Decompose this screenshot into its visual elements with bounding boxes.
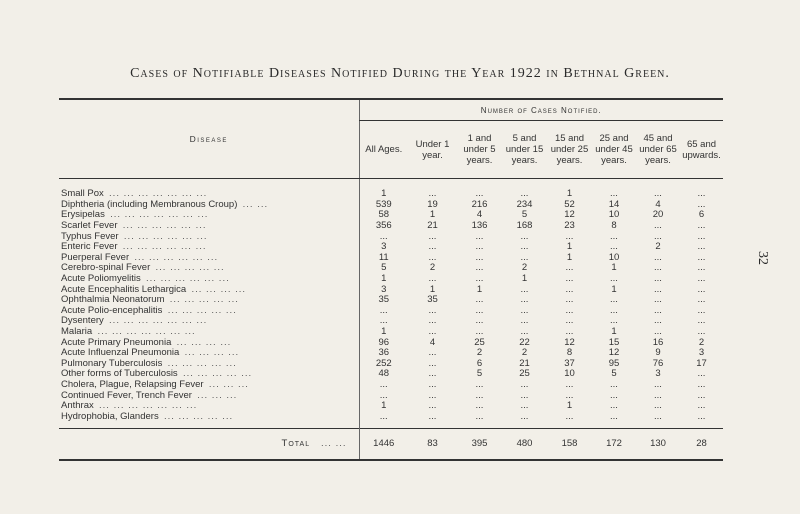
case-count-cell: 1 [566,241,573,253]
case-count-cell: ... [610,294,618,306]
case-count-cell: ... [475,294,484,306]
disease-name: Hydrophobia, Glanders ... ... ... ... ... [61,411,234,422]
case-count-cell: 3 [655,368,661,380]
disease-name: Other forms of Tuberculosis ... ... ... ... ... [61,369,253,380]
case-count-cell: ... [428,326,437,338]
table-row [59,390,723,401]
case-count-cell: 25 [474,336,485,348]
cases-group-header: Number of Cases Notified. [359,99,723,121]
case-count-cell: ... [610,230,618,242]
case-count-cell: ... [520,410,529,422]
case-count-cell: ... [565,273,574,285]
disease-name: Anthrax ... ... ... ... ... ... ... [61,400,198,412]
case-count-cell: ... [520,241,529,253]
table-row [59,253,723,264]
case-count-cell: ... [428,230,437,242]
case-count-cell: 5 [521,209,528,221]
case-count-cell: 58 [359,210,408,221]
table-row [59,348,723,359]
case-count-cell: 10 [564,368,575,380]
case-count-cell: ... [697,389,706,401]
disease-name: Diphtheria (including Membranous Croup) ... ... [61,199,269,210]
case-count-cell: ... [610,378,618,390]
case-count-cell: ... [654,220,662,232]
case-count-cell: 48 [359,369,408,380]
column-header: 15 and under 25 years. [547,121,592,179]
total-count-cell: 158 [547,429,592,461]
case-count-cell: 21 [427,220,438,232]
case-count-cell: 95 [608,357,620,369]
case-count-cell: 5 [359,263,408,274]
disease-name: Ophthalmia Neonatorum ... ... ... ... ... [61,294,239,306]
case-count-cell: ... [697,326,706,338]
column-header: 45 and under 65 years. [636,121,680,179]
case-count-cell: 216 [471,198,488,210]
case-count-cell: 10 [608,251,620,263]
case-count-cell: ... [428,347,437,359]
case-count-cell: ... [475,188,484,200]
case-count-cell: ... [654,251,662,263]
case-count-cell: 4 [429,336,436,348]
case-count-cell: ... [697,315,706,327]
total-count-cell: 480 [502,429,547,461]
case-count-cell: ... [520,251,529,263]
case-count-cell: ... [654,410,662,422]
case-count-cell: 539 [359,200,408,211]
case-count-cell: 1 [566,188,573,200]
case-count-cell: ... [565,294,574,306]
case-count-cell: ... [428,304,437,316]
case-count-cell: ... [654,283,662,295]
case-count-cell: 4 [476,209,483,221]
table-row [59,295,723,306]
case-count-cell: ... [520,400,529,412]
case-count-cell: 12 [564,209,575,221]
case-count-cell: ... [475,389,484,401]
case-count-cell: ... [359,306,408,317]
case-count-cell: 1 [359,274,408,285]
case-count-cell: ... [697,283,706,295]
case-count-cell: 1 [429,283,436,295]
case-count-cell: ... [520,378,529,390]
case-count-cell: 4 [655,198,661,210]
case-count-cell: ... [565,389,574,401]
table-row [59,380,723,391]
case-count-cell: ... [475,378,484,390]
case-count-cell: 2 [476,347,483,359]
disease-name: Small Pox ... ... ... ... ... ... ... [61,188,208,200]
case-count-cell: ... [359,390,408,401]
case-count-cell: 1 [429,209,436,221]
case-count-cell: ... [475,241,484,253]
case-count-cell: 1 [476,283,483,295]
case-count-cell: 1 [566,251,573,263]
case-count-cell: ... [697,378,706,390]
case-count-cell: ... [428,400,437,412]
case-count-cell: 35 [427,294,438,306]
case-count-cell: ... [654,326,662,338]
case-count-cell: 21 [519,357,530,369]
table-row [59,284,723,295]
case-count-cell: 22 [519,336,530,348]
case-count-cell: 37 [564,357,575,369]
case-count-cell: 168 [516,220,533,232]
case-count-cell: 12 [564,336,575,348]
case-count-cell: ... [428,378,437,390]
case-count-cell: ... [565,283,574,295]
disease-name: Malaria ... ... ... ... ... ... ... [61,326,196,338]
page-number: 32 [755,251,770,265]
case-count-cell: ... [359,231,408,242]
case-count-cell: 12 [608,347,620,359]
case-count-cell: ... [475,400,484,412]
case-count-cell: ... [475,262,484,274]
case-count-cell: 2 [429,262,436,274]
case-count-cell: 14 [608,198,620,210]
case-count-cell: ... [520,326,529,338]
case-count-cell: ... [697,188,706,200]
disease-name: Acute Influenzal Pneumonia ... ... ... ... [61,347,240,359]
case-count-cell: 356 [359,221,408,232]
case-count-cell: ... [697,273,706,285]
case-count-cell: ... [654,315,662,327]
case-count-cell: ... [475,304,484,316]
case-count-cell: 6 [476,357,483,369]
case-count-cell: 2 [521,262,528,274]
case-count-cell: ... [475,410,484,422]
case-count-cell: ... [654,230,662,242]
case-count-cell: 96 [359,337,408,348]
disease-name: Puerperal Fever ... ... ... ... ... ... [61,252,219,263]
table-row [59,369,723,380]
case-count-cell: ... [428,315,437,327]
case-count-cell: ... [654,389,662,401]
disease-name: Enteric Fever ... ... ... ... ... ... [61,241,207,253]
case-count-cell: 1 [359,179,408,200]
case-count-cell: 1 [611,283,617,295]
case-count-cell: ... [475,230,484,242]
case-count-cell: ... [654,188,662,200]
case-count-cell: ... [697,262,706,274]
case-count-cell: 19 [427,198,438,210]
case-count-cell: ... [359,411,408,428]
case-count-cell: ... [654,400,662,412]
case-count-cell: 3 [359,242,408,253]
case-count-cell: ... [697,230,706,242]
case-count-cell: ... [610,273,618,285]
column-header: 25 and under 45 years. [592,121,636,179]
disease-name: Erysipelas ... ... ... ... ... ... ... [61,210,209,221]
table-row [59,274,723,285]
disease-name: Acute Polio-encephalitis ... ... ... ... ... [61,305,237,316]
case-count-cell: 3 [698,347,705,359]
case-count-cell: ... [654,262,662,274]
case-count-cell: ... [610,400,618,412]
case-count-cell: ... [520,188,529,200]
case-count-cell: 9 [655,347,661,359]
total-count-cell: 83 [408,429,457,461]
column-header: Under 1 year. [408,121,457,179]
case-count-cell: 25 [519,368,530,380]
total-count-cell: 130 [636,429,680,461]
case-count-cell: 8 [611,220,617,232]
case-count-cell: 52 [564,198,575,210]
table-row [59,179,723,200]
case-count-cell: ... [475,315,484,327]
case-count-cell: ... [697,400,706,412]
case-count-cell: ... [697,198,706,210]
case-count-cell: 3 [359,284,408,295]
case-count-cell: 11 [359,253,408,264]
case-count-cell: ... [697,251,706,263]
case-count-cell: ... [520,389,529,401]
case-count-cell: 15 [608,336,620,348]
case-count-cell: ... [475,273,484,285]
case-count-cell: 1 [359,327,408,338]
case-count-cell: ... [697,241,706,253]
case-count-cell: 1 [359,401,408,412]
case-count-cell: 2 [655,241,661,253]
case-count-cell: ... [654,273,662,285]
disease-name: Scarlet Fever ... ... ... ... ... ... [61,220,207,232]
case-count-cell: 8 [566,347,573,359]
table-row [59,221,723,232]
case-count-cell: ... [610,188,618,200]
case-count-cell: ... [428,241,437,253]
case-count-cell: 36 [359,348,408,359]
case-count-cell: 5 [611,368,617,380]
case-count-cell: ... [654,304,662,316]
case-count-cell: ... [565,230,574,242]
case-count-cell: 23 [564,220,575,232]
case-count-cell: 16 [652,336,664,348]
disease-name: Continued Fever, Trench Fever ... ... ... [61,390,238,401]
case-count-cell: ... [610,315,618,327]
case-count-cell: ... [520,283,529,295]
case-count-cell: ... [520,230,529,242]
case-count-cell: 1 [521,273,528,285]
disease-name: Pulmonary Tuberculosis ... ... ... ... ... [61,358,237,369]
case-count-cell: 1 [611,262,617,274]
case-count-cell: ... [428,251,437,263]
case-count-cell: 234 [516,198,533,210]
case-count-cell: ... [428,357,437,369]
notifiable-diseases-table [59,98,723,461]
case-count-cell: 1 [566,400,573,412]
case-count-cell: ... [565,326,574,338]
case-count-cell: ... [520,315,529,327]
case-count-cell: ... [610,304,618,316]
case-count-cell: ... [475,251,484,263]
case-count-cell: ... [475,326,484,338]
disease-header: Disease [59,99,359,179]
case-count-cell: ... [428,273,437,285]
case-count-cell: 2 [521,347,528,359]
disease-name: Cholera, Plague, Relapsing Fever ... ... ... [61,379,249,390]
case-count-cell: ... [359,316,408,327]
table-row [59,263,723,274]
case-count-cell: ... [359,380,408,391]
total-count-cell: 172 [592,429,636,461]
case-count-cell: ... [428,410,437,422]
column-header: 5 and under 15 years. [502,121,547,179]
case-count-cell: 6 [698,209,705,221]
table-row [59,200,723,211]
case-count-cell: ... [697,304,706,316]
column-header: 1 and under 5 years. [457,121,502,179]
case-count-cell: ... [520,304,529,316]
table-row [59,411,723,428]
total-count-cell: 395 [457,429,502,461]
case-count-cell: 2 [698,336,705,348]
case-count-cell: 5 [476,368,483,380]
case-count-cell: 1 [611,326,617,338]
disease-name: Acute Encephalitis Lethargica ... ... ... ... [61,284,247,295]
case-count-cell: ... [428,188,437,200]
table-row [59,337,723,348]
case-count-cell: 35 [359,295,408,306]
column-header: 65 and upwards. [680,121,723,179]
case-count-cell: ... [428,368,437,380]
column-header: All Ages. [359,121,408,179]
table-row [59,327,723,338]
case-count-cell: ... [610,410,618,422]
table-row [59,306,723,317]
case-count-cell: ... [565,378,574,390]
case-count-cell: ... [697,220,706,232]
case-count-cell: ... [697,368,706,380]
case-count-cell: 136 [471,220,488,232]
case-count-cell: ... [565,304,574,316]
disease-name: Typhus Fever ... ... ... ... ... ... [61,231,208,242]
case-count-cell: ... [654,378,662,390]
case-count-cell: 76 [652,357,664,369]
case-count-cell: 17 [696,357,707,369]
case-count-cell: ... [428,389,437,401]
case-count-cell: ... [654,294,662,306]
case-count-cell: ... [697,410,706,422]
case-count-cell: ... [610,389,618,401]
case-count-cell: ... [565,410,574,422]
table-row [59,231,723,242]
case-count-cell: 252 [359,359,408,370]
case-count-cell: ... [697,294,706,306]
disease-name: Acute Primary Pneumonia ... ... ... ... [61,337,232,348]
total-count-cell: 1446 [359,429,408,461]
page-title: Cases of Notifiable Diseases Notified During the Year 1922 in Bethnal Green. [130,66,670,81]
total-count-cell: 28 [680,429,723,461]
disease-name: Cerebro-spinal Fever ... ... ... ... ... [61,263,225,274]
total-label: Total ... ... [59,429,359,461]
case-count-cell: ... [565,262,574,274]
case-count-cell: ... [520,294,529,306]
disease-name: Dysentery ... ... ... ... ... ... ... [61,316,208,327]
case-count-cell: 10 [608,209,620,221]
case-count-cell: ... [565,315,574,327]
table-row [59,359,723,370]
case-count-cell: 20 [652,209,664,221]
table-row [59,316,723,327]
disease-name: Acute Poliomyelitis ... ... ... ... ... ... [61,273,230,285]
table-row [59,401,723,412]
case-count-cell: ... [610,241,618,253]
table-row [59,242,723,253]
